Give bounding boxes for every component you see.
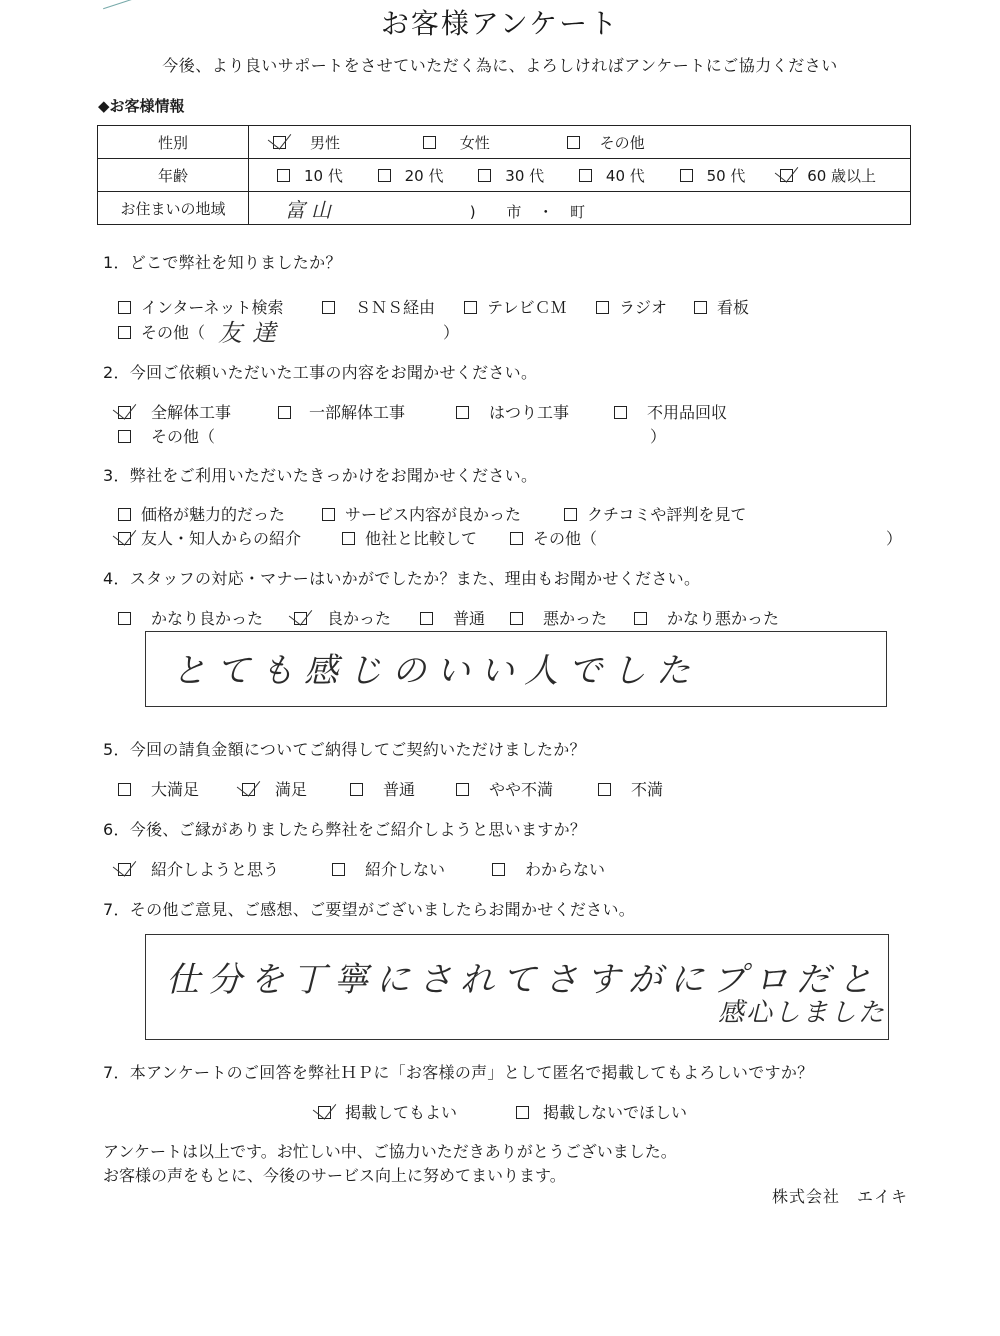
q2-other-option[interactable]: その他（ — [118, 424, 215, 447]
q5-option[interactable]: 普通 — [350, 777, 415, 800]
checkbox-icon[interactable] — [510, 532, 523, 545]
region-field[interactable]: 富山 ) 市 ・ 町 — [249, 192, 911, 225]
checkbox-icon[interactable] — [634, 612, 647, 625]
q4-option[interactable]: 普通 — [420, 606, 485, 629]
q2-option[interactable]: 不用品回収 — [614, 400, 727, 423]
q2-close-paren: ） — [650, 427, 667, 446]
q3-option[interactable]: 価格が魅力的だった — [118, 502, 285, 525]
customer-info-table — [97, 125, 911, 225]
region-label: お住まいの地域 — [98, 192, 249, 225]
q1-option[interactable]: ＳＮＳ経由 — [322, 295, 435, 318]
q3-option[interactable]: 友人・知人からの紹介 — [118, 526, 301, 549]
checkbox-icon[interactable] — [118, 301, 131, 314]
q7-text: 7．その他ご意見、ご感想、ご要望がございましたらお聞かせください。 — [103, 900, 636, 919]
q2-option[interactable]: はつり工事 — [456, 400, 569, 423]
checkbox-icon[interactable] — [780, 169, 793, 182]
checkbox-icon[interactable] — [456, 783, 469, 796]
checkbox-icon[interactable] — [332, 863, 345, 876]
checkbox-icon[interactable] — [567, 136, 580, 149]
q2-option[interactable]: 全解体工事 — [118, 400, 231, 423]
age-label: 年齢 — [98, 159, 249, 192]
q5-option[interactable]: 不満 — [598, 777, 663, 800]
q3-option[interactable]: クチコミや評判を見て — [564, 502, 746, 525]
q4-answer-handwriting: とても感じのいい人でした — [172, 651, 700, 691]
checkbox-icon[interactable] — [277, 169, 290, 182]
q1-option[interactable]: インターネット検索 — [118, 295, 284, 318]
q3-text: 3．弊社をご利用いただいたきっかけをお聞かせください。 — [103, 466, 538, 485]
q4-option[interactable]: かなり良かった — [118, 606, 263, 629]
q1-text: 1．どこで弊社を知りましたか？ — [103, 253, 342, 272]
q4-option[interactable]: かなり悪かった — [634, 606, 779, 629]
gender-option[interactable]: 女性 — [423, 134, 490, 152]
age-option[interactable]: 50 代 — [680, 167, 746, 185]
customer-info-heading: ◆お客様情報 — [98, 97, 185, 115]
checkbox-icon[interactable] — [294, 612, 307, 625]
q5-option[interactable]: 大満足 — [118, 777, 199, 800]
age-option[interactable]: 60 歳以上 — [780, 167, 876, 185]
q8-text: 7．本アンケートのご回答を弊社ＨＰに「お客様の声」として匿名で掲載してもよろしいですか？ — [103, 1063, 814, 1082]
checkbox-icon[interactable] — [118, 430, 131, 443]
checkbox-icon[interactable] — [350, 783, 363, 796]
gender-options — [249, 126, 911, 159]
q1-option[interactable]: テレビＣＭ — [464, 295, 567, 318]
q3-option[interactable]: サービス内容が良かった — [322, 502, 521, 525]
checkbox-icon[interactable] — [378, 169, 391, 182]
checkbox-icon[interactable] — [516, 1106, 529, 1119]
q8-option[interactable]: 掲載してもよい — [318, 1100, 457, 1123]
checkbox-icon[interactable] — [420, 612, 433, 625]
age-options — [249, 159, 911, 192]
gender-row — [98, 126, 911, 159]
checkbox-icon[interactable] — [278, 406, 291, 419]
region-handwriting: 富山 — [285, 197, 337, 222]
checkbox-icon[interactable] — [423, 136, 436, 149]
closing-text-2: お客様の声をもとに、今後のサービス向上に努めてまいります。 — [103, 1166, 566, 1185]
q5-option[interactable]: 満足 — [242, 777, 307, 800]
checkbox-icon[interactable] — [456, 406, 469, 419]
checkbox-icon[interactable] — [598, 783, 611, 796]
q1-other-handwriting: 友達 — [218, 319, 286, 347]
checkbox-icon[interactable] — [464, 301, 477, 314]
q6-text: 6．今後、ご縁がありましたら弊社をご紹介しようと思いますか？ — [103, 820, 587, 839]
q4-option[interactable]: 悪かった — [510, 606, 607, 629]
q3-option[interactable]: 他社と比較して — [342, 526, 477, 549]
checkbox-icon[interactable] — [478, 169, 491, 182]
q1-other-option[interactable]: その他（ — [118, 320, 205, 343]
age-option[interactable]: 20 代 — [378, 167, 444, 185]
q2-text: 2．今回ご依頼いただいた工事の内容をお聞かせください。 — [103, 363, 538, 382]
q3-option[interactable]: その他（ — [510, 526, 597, 549]
page-title: お客様アンケート — [380, 7, 620, 40]
checkbox-icon[interactable] — [118, 783, 131, 796]
checkbox-icon[interactable] — [564, 508, 577, 521]
q2-option[interactable]: 一部解体工事 — [278, 400, 405, 423]
q3-close-paren: ） — [886, 529, 903, 548]
closing-text-1: アンケートは以上です。お忙しい中、ご協力いただきありがとうございました。 — [103, 1142, 677, 1161]
q8-option[interactable]: 掲載しないでほしい — [516, 1100, 687, 1123]
q4-text: 4．スタッフの対応・マナーはいかがでしたか？また、理由もお聞かせください。 — [103, 569, 701, 588]
gender-option[interactable]: 男性 — [273, 134, 340, 152]
gender-option[interactable]: その他 — [567, 134, 645, 152]
checkbox-icon[interactable] — [118, 326, 131, 339]
checkbox-icon[interactable] — [118, 612, 131, 625]
checkbox-icon[interactable] — [118, 508, 131, 521]
checkbox-icon[interactable] — [322, 301, 335, 314]
checkbox-icon[interactable] — [322, 508, 335, 521]
region-row — [98, 192, 911, 225]
checkbox-icon[interactable] — [118, 406, 131, 419]
q6-option[interactable]: 紹介しようと思う — [118, 857, 279, 880]
q1-close-paren: ） — [443, 323, 460, 342]
intro-text: 今後、より良いサポートをさせていただく為に、よろしければアンケートにご協力ください — [162, 56, 838, 75]
checkbox-icon[interactable] — [242, 783, 255, 796]
q4-option[interactable]: 良かった — [294, 606, 391, 629]
gender-label: 性別 — [98, 126, 249, 159]
q6-option[interactable]: わからない — [492, 857, 605, 880]
checkbox-icon[interactable] — [118, 863, 131, 876]
checkbox-icon[interactable] — [342, 532, 355, 545]
checkbox-icon[interactable] — [318, 1106, 331, 1119]
company-name: 株式会社 エイキ — [772, 1187, 909, 1206]
checkbox-icon[interactable] — [680, 169, 693, 182]
checkbox-icon[interactable] — [596, 301, 609, 314]
checkbox-icon[interactable] — [614, 406, 627, 419]
checkbox-icon[interactable] — [579, 169, 592, 182]
q5-text: 5．今回の請負金額についてご納得してご契約いただけましたか？ — [103, 740, 586, 759]
checkbox-icon[interactable] — [118, 532, 131, 545]
q6-option[interactable]: 紹介しない — [332, 857, 445, 880]
age-option[interactable]: 10 代 — [277, 167, 343, 185]
q7-answer-handwriting-line1: 仕分を丁寧にされてさすがにプロだと — [166, 960, 880, 1000]
q5-option[interactable]: やや不満 — [456, 777, 553, 800]
checkbox-icon[interactable] — [273, 136, 286, 149]
checkbox-icon[interactable] — [492, 863, 505, 876]
age-row — [98, 159, 911, 192]
q1-option[interactable]: ラジオ — [596, 295, 667, 318]
checkbox-icon[interactable] — [510, 612, 523, 625]
q7-answer-handwriting-line2: 感心しました — [718, 998, 887, 1028]
age-option[interactable]: 30 代 — [478, 167, 544, 185]
age-option[interactable]: 40 代 — [579, 167, 645, 185]
checkbox-icon[interactable] — [694, 301, 707, 314]
q1-option[interactable]: 看板 — [694, 295, 749, 318]
